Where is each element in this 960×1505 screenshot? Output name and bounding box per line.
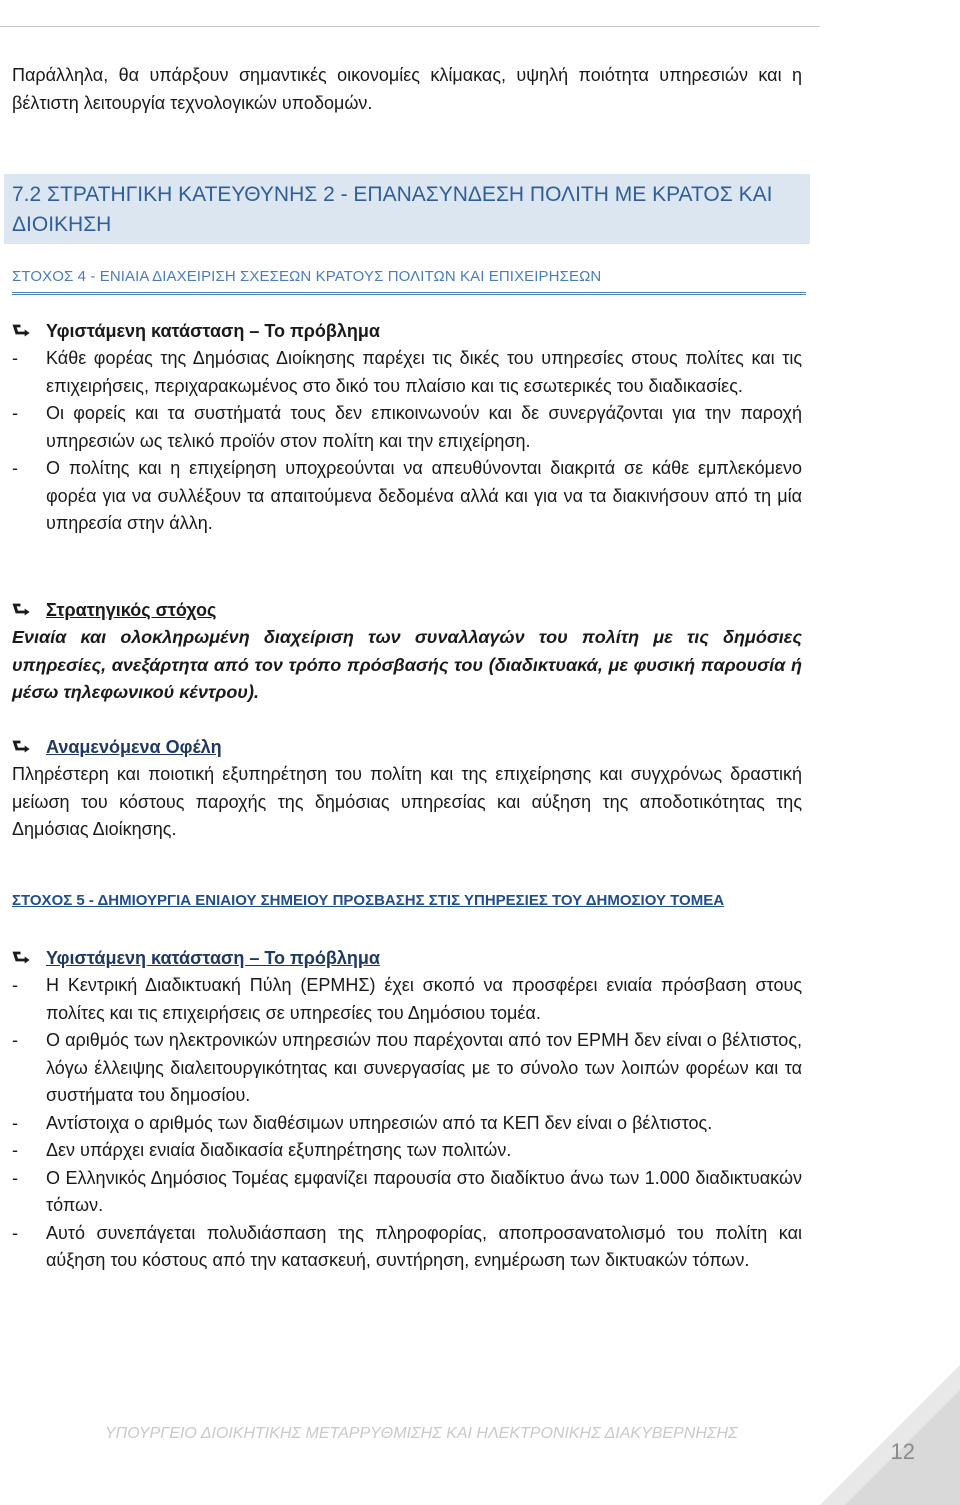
- goal4-heading: ΣΤΟΧΟΣ 4 - ΕΝΙΑΙΑ ΔΙΑΧΕΙΡΙΣΗ ΣΧΕΣΕΩΝ ΚΡΑΤΟΥΣ ΠΟΛΙΤΩΝ ΚΑΙ ΕΠΙΧΕΙΡΗΣΕΩΝ: [12, 268, 806, 295]
- list-item: - Ο Ελληνικός Δημόσιος Τομέας εμφανίζει παρουσία στο διαδίκτυο άνω των 1.000 διαδικτυακών τόπων.: [12, 1165, 802, 1220]
- dash-bullet: -: [12, 975, 18, 995]
- list-item: - Αυτό συνεπάγεται πολυδιάσπαση της πληροφορίας, αποπροσανατολισμό του πολίτη και αύξηση του κόστους από την κατασκευή, συντήρηση, ενημέρωση των δικτυακών τόπων.: [12, 1220, 802, 1275]
- footer-ministry: ΥΠΟΥΡΓΕΙΟ ΔΙΟΙΚΗΤΙΚΗΣ ΜΕΤΑΡΡΥΘΜΙΣΗΣ ΚΑΙ ΗΛΕΚΤΡΟΝΙΚΗΣ ΔΙΑΚΥΒΕΡΝΗΣΗΣ: [105, 1425, 738, 1442]
- dash-bullet: -: [12, 1222, 18, 1243]
- goal5-heading: ΣΤΟΧΟΣ 5 - ΔΗΜΙΟΥΡΓΙΑ ΕΝΙΑΙΟΥ ΣΗΜΕΙΟΥ ΠΡΟΣΒΑΣΗΣ ΣΤΙΣ ΥΠΗΡΕΣΙΕΣ ΤΟΥ ΔΗΜΟΣΙΟΥ ΤΟΜΕΑ: [12, 892, 725, 909]
- dash-bullet: -: [12, 403, 18, 423]
- intro: [12, 62, 802, 117]
- goal4-benefits: [12, 734, 802, 844]
- list-item: - Αντίστοιχα ο αριθμός των διαθέσιμων υπηρεσιών από τα ΚΕΠ δεν είναι ο βέλτιστος.: [12, 1110, 802, 1138]
- goal4-current-state: [12, 318, 802, 538]
- arrow-loop-icon: ⮑: [12, 320, 30, 342]
- dash-bullet: -: [12, 348, 18, 368]
- intro-paragraph: Παράλληλα, θα υπάρξουν σημαντικές οικονομίες κλίμακας, υψηλή ποιότητα υπηρεσιών και η βέλτιστη λειτουργία τεχνολογικών υποδομών.: [12, 65, 802, 113]
- goal5-current-state: [12, 945, 802, 1275]
- list-item: - Ο πολίτης και η επιχείρηση υποχρεούνται να απευθύνονται διακριτά σε κάθε εμπλεκόμενο φορέα για να συλλέξουν τα απαιτούμενα δεδομένα αλλά και για να τα διακινήσουν από τη μία υπηρεσία στην άλλη.: [12, 455, 802, 538]
- list-item: - Κάθε φορέας της Δημόσιας Διοίκησης παρέχει τις δικές του υπηρεσίες στους πολίτες και τις επιχειρήσεις, περιχαρακωμένος στο δικό του πλαίσιο και τις εσωτερικές του διαδικασίες.: [12, 345, 802, 400]
- dash-bullet: -: [12, 1030, 18, 1050]
- benefits-heading: ⮑ Αναμενόμενα Οφέλη: [12, 734, 802, 761]
- dash-bullet: -: [12, 458, 18, 478]
- list-item: - Ο αριθμός των ηλεκτρονικών υπηρεσιών που παρέχονται από τον ΕΡΜΗ δεν είναι ο βέλτιστος, λόγω έλλειψης διαλειτουργικότητας και συνεργασίας με το σύνολο των λοιπών φορέων και τα συστήματα του δημοσίου.: [12, 1027, 802, 1110]
- header-band: [0, 0, 820, 27]
- page-number: 12: [890, 1439, 915, 1464]
- running-header: ΣΤΡΑΤΗΓΙΚΗ ΓΙΑ ΤΗΝ ΗΛΕΚΤΡΟΝΙΚΗ ΔΙΑΚΥΒΕΡΝΗΣΗ 2014-2020: [152, 0, 656, 17]
- goal4-current-state-heading: ⮑ Υφιστάμενη κατάσταση – Το πρόβλημα: [12, 318, 802, 345]
- dash-bullet: -: [12, 1167, 18, 1188]
- strategic-goal-heading: ⮑ Στρατηγικός στόχος: [12, 597, 802, 624]
- goal5-current-state-heading: ⮑ Υφιστάμενη κατάσταση – Το πρόβλημα: [12, 945, 802, 972]
- page-corner-fold: [820, 1365, 960, 1505]
- section-title: 7.2 ΣΤΡΑΤΗΓΙΚΗ ΚΑΤΕΥΘΥΝΗΣ 2 - ΕΠΑΝΑΣΥΝΔΕΣΗ ΠΟΛΙΤΗ ΜΕ ΚΡΑΤΟΣ ΚΑΙ ΔΙΟΙΚΗΣΗ: [12, 183, 773, 236]
- arrow-loop-icon: ⮑: [12, 736, 30, 758]
- benefits-text: Πληρέστερη και ποιοτική εξυπηρέτηση του πολίτη και της επιχείρησης και συγχρόνως δραστική μείωση του κόστους παροχής της δημόσιας υπηρεσίας και αύξηση της αποδοτικότητας της Δημόσιας Διοίκησης.: [12, 764, 802, 839]
- list-item: - Οι φορείς και τα συστήματά τους δεν επικοινωνούν και δε συνεργάζονται για την παροχή υπηρεσιών ως τελικό προϊόν στον πολίτη και την επιχείρηση.: [12, 400, 802, 455]
- list-item: - Δεν υπάρχει ενιαία διαδικασία εξυπηρέτησης των πολιτών.: [12, 1137, 802, 1165]
- arrow-loop-icon: ⮑: [12, 947, 30, 969]
- list-item: - Η Κεντρική Διαδικτυακή Πύλη (ΕΡΜΗΣ) έχει σκοπό να προσφέρει ενιαία πρόσβαση στους πολίτες και τις επιχειρήσεις σε υπηρεσίες του Δημόσιου τομέα.: [12, 972, 802, 1027]
- dash-bullet: -: [12, 1112, 18, 1133]
- arrow-loop-icon: ⮑: [12, 599, 30, 621]
- strategic-goal-text: Ενιαία και ολοκληρωμένη διαχείριση των συναλλαγών του πολίτη με τις δημόσιες υπηρεσίες, ανεξάρτητα από τον τρόπο πρόσβασής του (διαδικτυακά, με φυσική παρουσία ή μέσω τηλεφωνικού κέντρου).: [12, 627, 802, 702]
- goal4-strategic-goal: [12, 597, 802, 707]
- dash-bullet: -: [12, 1140, 18, 1160]
